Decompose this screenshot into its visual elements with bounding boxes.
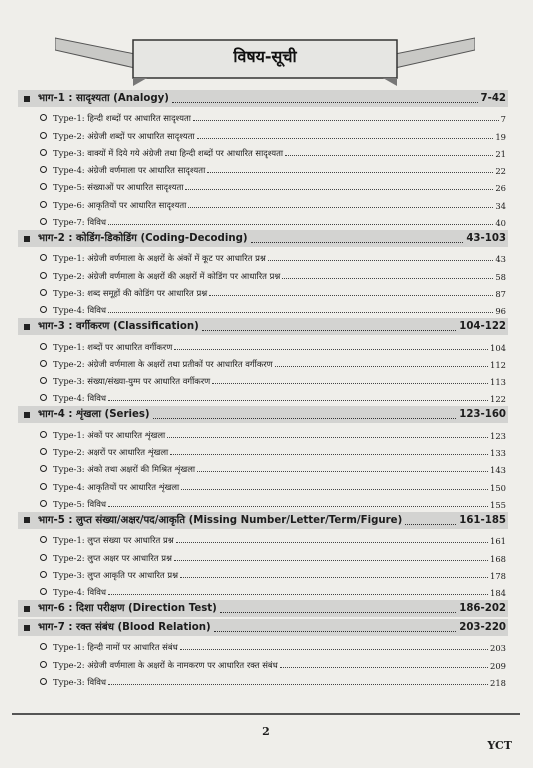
entry-title: Type-6: आकृतियों पर आधारित सादृश्यता [53, 199, 187, 210]
section-header [18, 512, 508, 529]
dot-leader [214, 631, 457, 632]
circle-bullet-icon [40, 554, 47, 561]
toc-entry [18, 193, 508, 210]
dot-leader [193, 120, 499, 121]
circle-bullet-icon [40, 360, 47, 367]
dot-leader [212, 383, 488, 384]
toc-entry [18, 335, 508, 352]
entry-page: 112 [490, 359, 506, 370]
circle-bullet-icon [40, 448, 47, 455]
toc-entry [18, 247, 508, 264]
dot-leader [180, 649, 488, 650]
circle-bullet-icon [40, 465, 47, 472]
toc-entry [18, 529, 508, 546]
dot-leader [251, 242, 464, 243]
entry-page: 150 [490, 482, 506, 493]
toc-entry [18, 636, 508, 653]
entry-title: Type-1: शब्दों पर आधारित वर्गीकरण [53, 341, 173, 352]
circle-bullet-icon [40, 272, 47, 279]
entry-page: 123 [490, 430, 506, 441]
circle-bullet-icon [40, 149, 47, 156]
toc-entry [18, 353, 508, 370]
section-header [18, 230, 508, 247]
toc-entry [18, 124, 508, 141]
section-title: भाग-2 : कोडिंग-डिकोडिंग (Coding-Decoding) [38, 233, 248, 245]
entry-title: Type-3: शब्द समूहों की कोडिंग पर आधारित प्रश्न [53, 287, 208, 298]
circle-bullet-icon [40, 306, 47, 313]
square-bullet-icon [24, 96, 30, 102]
dot-leader [280, 667, 488, 668]
dot-leader [180, 577, 488, 578]
section-header [18, 406, 508, 423]
toc-entry [18, 387, 508, 404]
dot-leader [108, 224, 493, 225]
section-title: भाग-6 : दिशा परीक्षण (Direction Test) [38, 603, 217, 615]
table-of-contents [18, 88, 508, 688]
entry-title: Type-4: अंग्रेजी वर्णमाला पर आधारित सादृश्यता [53, 165, 206, 176]
entry-title: Type-1: हिन्दी नामों पर आधारित संबंध [53, 642, 178, 653]
dot-leader [282, 278, 493, 279]
title-banner [55, 28, 475, 88]
toc-entry [18, 441, 508, 458]
square-bullet-icon [24, 236, 30, 242]
circle-bullet-icon [40, 431, 47, 438]
circle-bullet-icon [40, 571, 47, 578]
entry-page: 203 [490, 643, 506, 654]
entry-title: Type-2: अक्षरों पर आधारित शृंखला [53, 447, 169, 458]
dot-leader [202, 330, 456, 331]
entry-title: Type-3: वाक्यों में दिये गये अंग्रेजी तथा हिन्दी शब्दों पर आधारित सादृश्यता [53, 147, 284, 158]
circle-bullet-icon [40, 343, 47, 350]
toc-entry [18, 159, 508, 176]
toc-entry [18, 282, 508, 299]
section-title: भाग-5 : लुप्त संख्या/अक्षर/पद/आकृति (Missing Number/Letter/Term/Figure) [38, 514, 403, 526]
circle-bullet-icon [40, 588, 47, 595]
entry-title: Type-1: अंग्रेजी वर्णमाला के अक्षरों के अंकों में कूट पर आधारित प्रश्न [53, 253, 266, 264]
circle-bullet-icon [40, 643, 47, 650]
section-header [18, 90, 508, 107]
entry-page: 22 [495, 166, 506, 177]
dot-leader [153, 418, 457, 419]
section-page-range: 123-160 [459, 409, 506, 421]
toc-entry [18, 370, 508, 387]
circle-bullet-icon [40, 678, 47, 685]
entry-title: Type-1: लुप्त संख्या पर आधारित प्रश्न [53, 535, 174, 546]
dot-leader [108, 506, 488, 507]
dot-leader [108, 400, 488, 401]
entry-title: Type-3: संख्या/संख्या-युग्म पर आधारित वर्गीकरण [53, 376, 211, 387]
entry-page: 209 [490, 660, 506, 671]
circle-bullet-icon [40, 661, 47, 668]
dot-leader [108, 594, 488, 595]
entry-title: Type-5: संख्याओं पर आधारित सादृश्यता [53, 182, 184, 193]
entry-page: 184 [490, 588, 506, 599]
toc-entry [18, 142, 508, 159]
toc-entry [18, 211, 508, 228]
dot-leader [275, 366, 488, 367]
entry-title: Type-7: विविध [53, 217, 107, 228]
circle-bullet-icon [40, 536, 47, 543]
entry-title: Type-4: विविध [53, 393, 107, 404]
section-header [18, 619, 508, 636]
entry-page: 133 [490, 448, 506, 459]
section-page-range: 104-122 [459, 321, 506, 333]
dot-leader [181, 489, 488, 490]
section-page-range: 161-185 [459, 514, 506, 526]
entry-page: 155 [490, 499, 506, 510]
entry-title: Type-4: विविध [53, 305, 107, 316]
circle-bullet-icon [40, 114, 47, 121]
section-title: भाग-1 : सादृश्यता (Analogy) [38, 93, 169, 104]
square-bullet-icon [24, 625, 30, 631]
entry-page: 26 [495, 183, 506, 194]
publisher-brand: YCT [487, 739, 512, 752]
entry-title: Type-3: लुप्त आकृति पर आधारित प्रश्न [53, 569, 179, 580]
section-page-range: 43-103 [466, 233, 506, 245]
page-number: 2 [262, 725, 270, 738]
entry-title: Type-4: विविध [53, 587, 107, 598]
toc-entry [18, 458, 508, 475]
circle-bullet-icon [40, 289, 47, 296]
entry-title: Type-5: विविध [53, 498, 107, 509]
square-bullet-icon [24, 606, 30, 612]
square-bullet-icon [24, 517, 30, 523]
section-page-range: 203-220 [459, 622, 506, 634]
dot-leader [174, 560, 488, 561]
entry-page: 21 [495, 148, 506, 159]
entry-title: Type-2: अंग्रेजी वर्णमाला के अक्षरों के नामकरण पर आधारित रक्त संबंध [53, 659, 278, 670]
circle-bullet-icon [40, 394, 47, 401]
section-header [18, 600, 508, 617]
circle-bullet-icon [40, 183, 47, 190]
circle-bullet-icon [40, 166, 47, 173]
entry-title: Type-1: हिन्दी शब्दों पर आधारित सादृश्यता [53, 113, 191, 124]
toc-entry [18, 176, 508, 193]
page-title: विषय-सूची [233, 47, 297, 66]
page-footer [12, 713, 520, 752]
entry-page: 34 [495, 200, 506, 211]
toc-entry [18, 264, 508, 281]
toc-entry [18, 653, 508, 670]
entry-page: 218 [490, 678, 506, 689]
dot-leader [185, 189, 493, 190]
section-page-range: 186-202 [459, 603, 506, 615]
entry-page: 58 [495, 271, 506, 282]
dot-leader [405, 524, 456, 525]
dot-leader [108, 684, 488, 685]
circle-bullet-icon [40, 254, 47, 261]
dot-leader [188, 207, 493, 208]
entry-page: 19 [495, 131, 506, 142]
toc-entry [18, 546, 508, 563]
toc-entry [18, 564, 508, 581]
entry-page: 43 [495, 254, 506, 265]
toc-entry [18, 493, 508, 510]
dot-leader [207, 172, 493, 173]
entry-page: 87 [495, 288, 506, 299]
entry-title: Type-4: आकृतियों पर आधारित शृंखला [53, 481, 180, 492]
entry-page: 113 [490, 377, 506, 388]
dot-leader [220, 612, 456, 613]
entry-title: Type-2: अंग्रेजी वर्णमाला के अक्षरों की अक्षरों में कोडिंग पर आधारित प्रश्न [53, 270, 281, 281]
entry-page: 104 [490, 342, 506, 353]
dot-leader [197, 138, 494, 139]
entry-title: Type-3: अंको तथा अक्षरों की मिश्रित शृंखला [53, 464, 196, 475]
toc-entry [18, 671, 508, 688]
dot-leader [167, 437, 488, 438]
circle-bullet-icon [40, 218, 47, 225]
toc-entry [18, 581, 508, 598]
entry-page: 96 [495, 306, 506, 317]
dot-leader [172, 102, 478, 103]
dot-leader [209, 295, 493, 296]
dot-leader [176, 542, 488, 543]
entry-title: Type-2: अंग्रेजी वर्णमाला के अक्षरों तथा प्रतीकों पर आधारित वर्गीकरण [53, 358, 273, 369]
dot-leader [170, 454, 488, 455]
circle-bullet-icon [40, 132, 47, 139]
circle-bullet-icon [40, 201, 47, 208]
entry-title: Type-3: विविध [53, 677, 107, 688]
circle-bullet-icon [40, 483, 47, 490]
section-title: भाग-7 : रक्त संबंध (Blood Relation) [38, 622, 211, 634]
entry-title: Type-2: लुप्त अक्षर पर आधारित प्रश्न [53, 552, 172, 563]
square-bullet-icon [24, 324, 30, 330]
entry-page: 168 [490, 553, 506, 564]
toc-entry [18, 299, 508, 316]
toc-entry [18, 475, 508, 492]
section-page-range: 7-42 [480, 93, 506, 104]
section-title: भाग-3 : वर्गीकरण (Classification) [38, 321, 199, 333]
entry-page: 178 [490, 570, 506, 581]
entry-page: 161 [490, 536, 506, 547]
circle-bullet-icon [40, 377, 47, 384]
entry-title: Type-2: अंग्रेजी शब्दों पर आधारित सादृश्यता [53, 130, 195, 141]
section-title: भाग-4 : शृंखला (Series) [38, 409, 150, 421]
entry-page: 40 [495, 218, 506, 229]
entry-page: 143 [490, 465, 506, 476]
dot-leader [285, 155, 493, 156]
square-bullet-icon [24, 412, 30, 418]
entry-page: 7 [500, 114, 506, 125]
dot-leader [174, 349, 488, 350]
circle-bullet-icon [40, 500, 47, 507]
dot-leader [108, 312, 493, 313]
entry-title: Type-1: अंकों पर आधारित शृंखला [53, 429, 166, 440]
section-header [18, 318, 508, 335]
dot-leader [268, 260, 494, 261]
entry-page: 122 [490, 394, 506, 405]
toc-entry [18, 423, 508, 440]
dot-leader [197, 471, 488, 472]
toc-entry [18, 107, 508, 124]
